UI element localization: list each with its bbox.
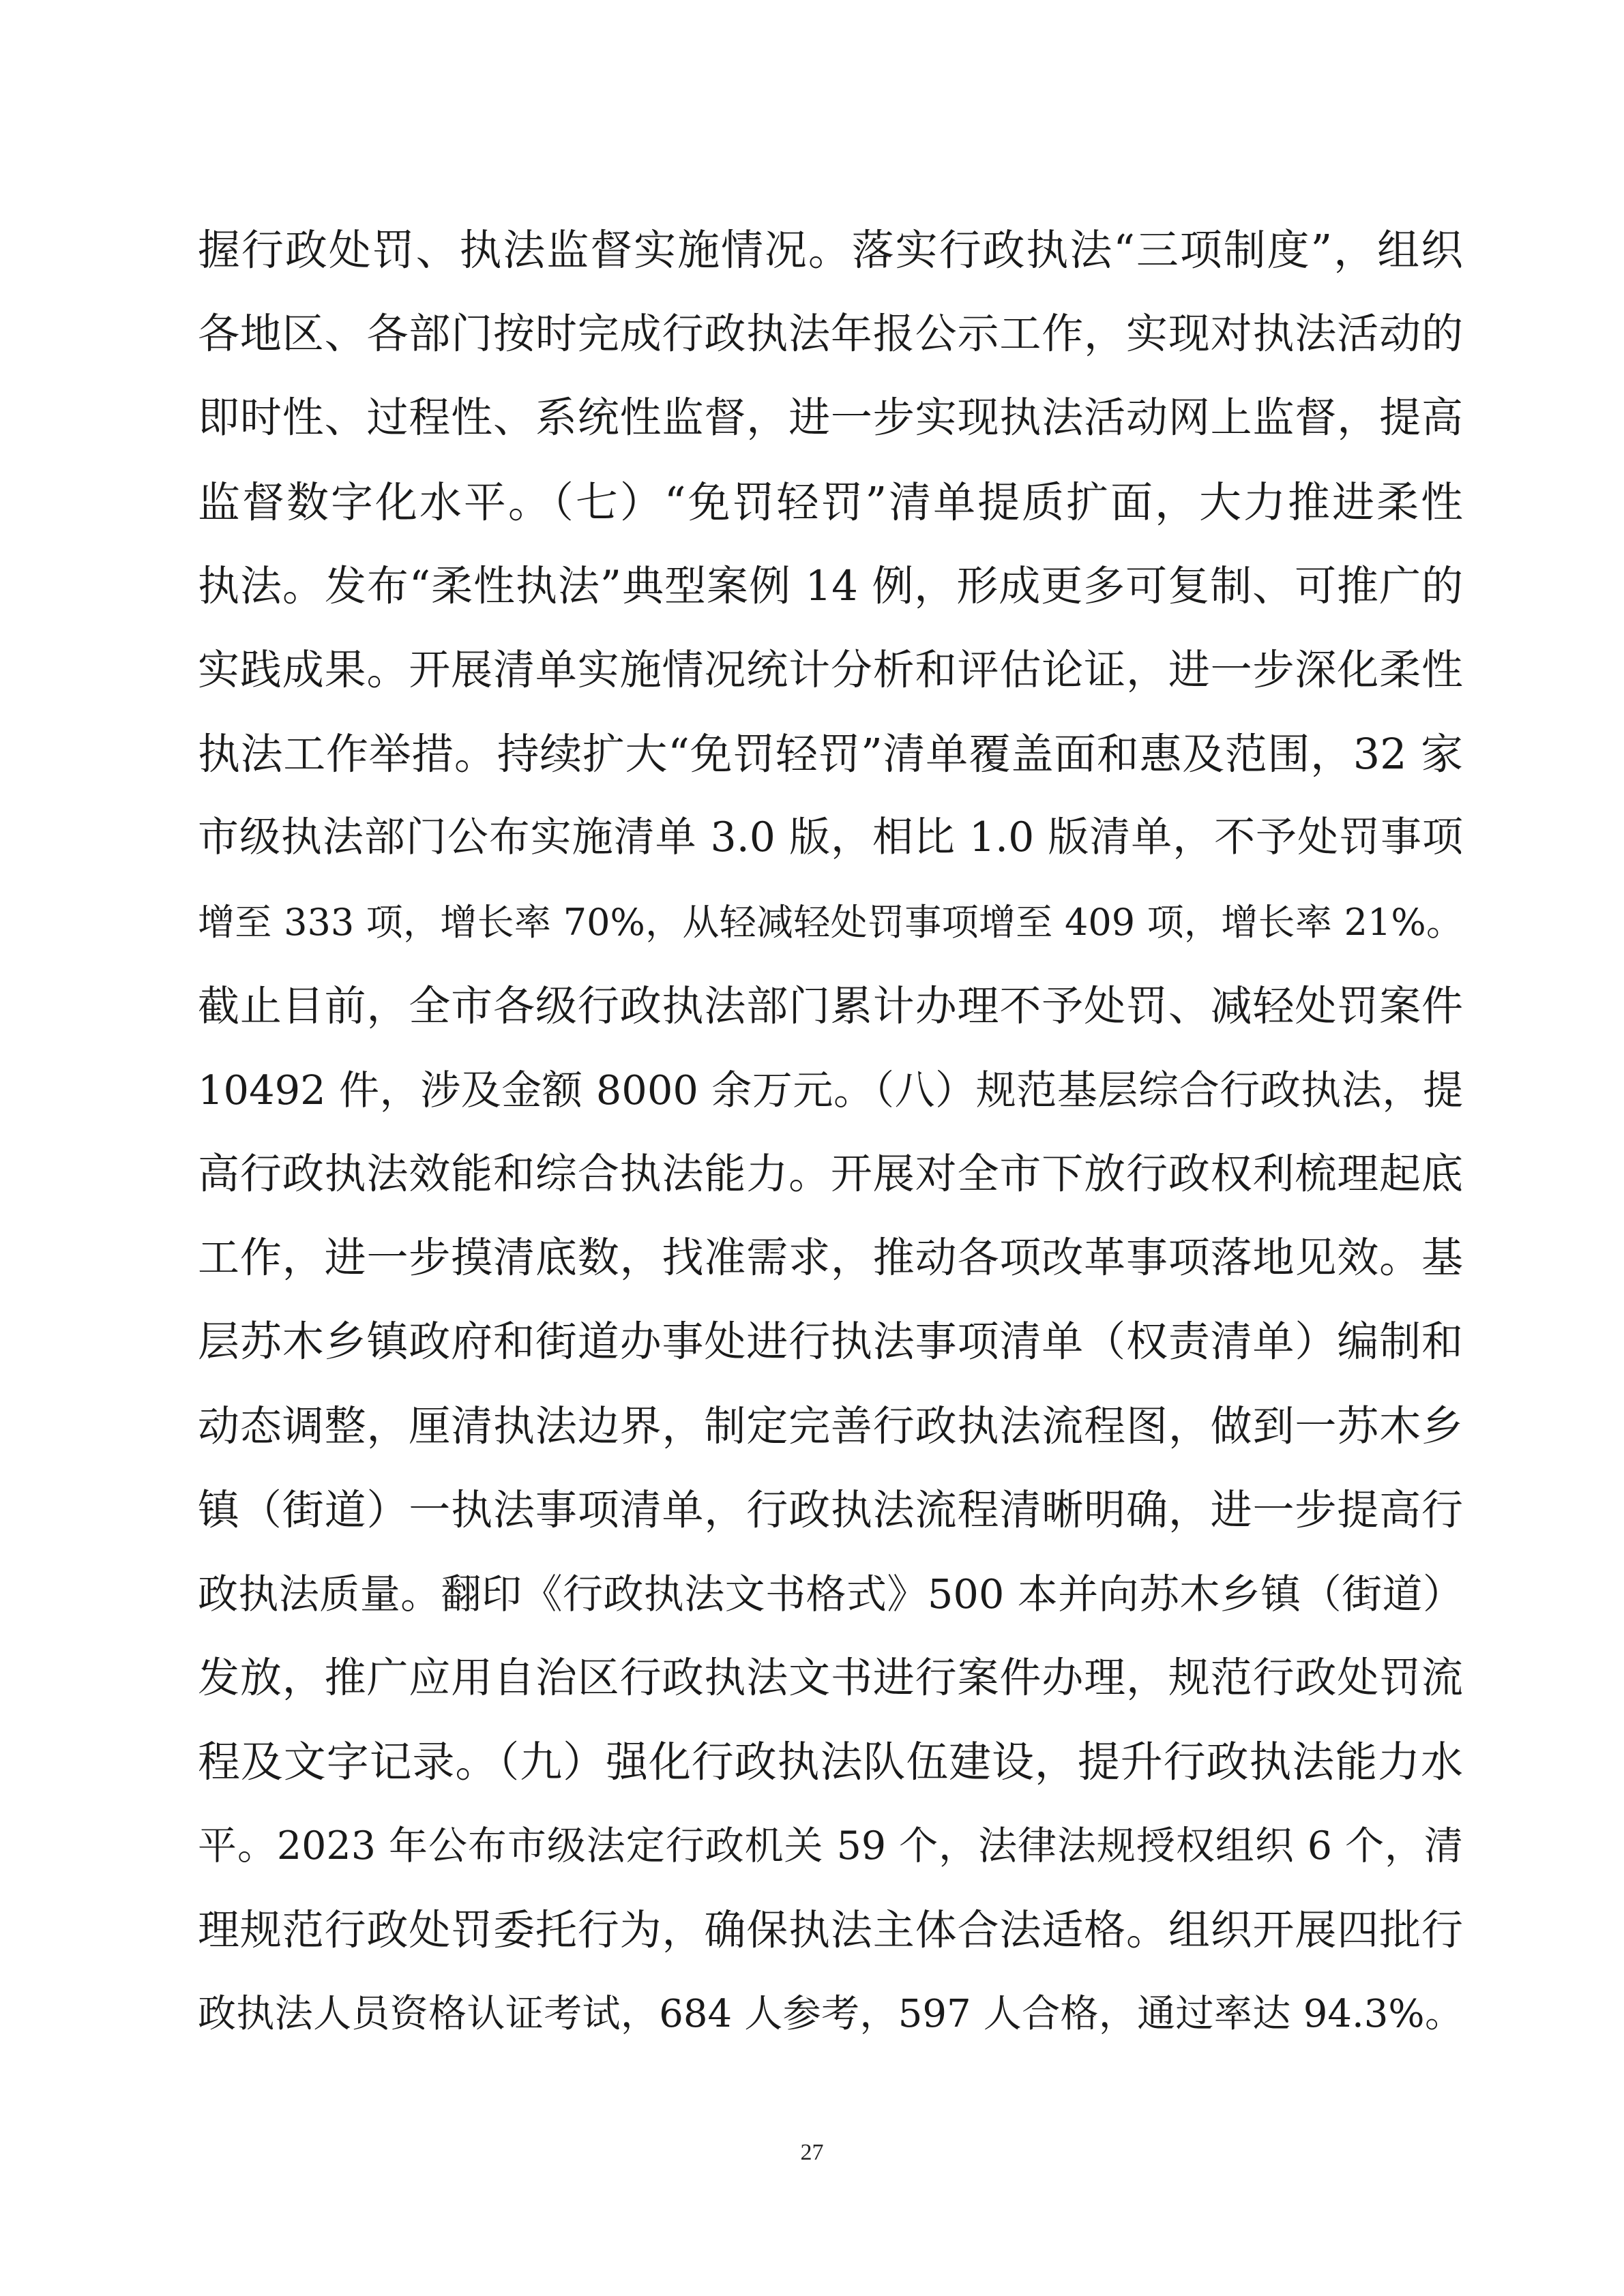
- text-line: 动态调整，厘清执法边界，制定完善行政执法流程图，做到一苏木乡: [198, 1401, 1463, 1450]
- text-line: 程及文字记录。（九）强化行政执法队伍建设，提升行政执法能力水: [198, 1737, 1463, 1787]
- text-line: 即时性、过程性、系统性监督，进一步实现执法活动网上监督，提高: [198, 393, 1463, 443]
- text-line: 政执法质量。翻印《行政执法文书格式》500 本并向苏木乡镇（街道）: [198, 1570, 1463, 1617]
- text-line: 发放，推广应用自治区行政执法文书进行案件办理，规范行政处罚流: [198, 1654, 1463, 1703]
- text-line: 政执法人员资格认证考试，684 人参考，597 人合格，通过率达 94.3%。: [198, 1991, 1463, 2036]
- text-line: 10492 件，涉及金额 8000 余万元。（八）规范基层综合行政执法，提: [198, 1066, 1463, 1114]
- text-line: 执法工作举措。持续扩大“免罚轻罚”清单覆盖面和惠及范围，32 家: [198, 729, 1463, 779]
- text-line: 层苏木乡镇政府和街道办事处进行执法事项清单（权责清单）编制和: [198, 1317, 1463, 1367]
- text-line: 截止目前，全市各级行政执法部门累计办理不予处罚、减轻处罚案件: [198, 981, 1463, 1030]
- text-line: 握行政处罚、执法监督实施情况。落实行政执法“三项制度”，组织: [198, 225, 1463, 275]
- text-line: 理规范行政处罚委托行为，确保执法主体合法适格。组织开展四批行: [198, 1905, 1463, 1954]
- text-line: 工作，进一步摸清底数，找准需求，推动各项改革事项落地见效。基: [198, 1234, 1463, 1283]
- text-line: 高行政执法效能和综合执法能力。开展对全市下放行政权利梳理起底: [198, 1150, 1463, 1199]
- text-line: 市级执法部门公布实施清单 3.0 版，相比 1.0 版清单，不予处罚事项: [198, 814, 1463, 862]
- text-line: 镇（街道）一执法事项清单，行政执法流程清晰明确，进一步提高行: [198, 1485, 1463, 1534]
- page-number: 27: [800, 2140, 824, 2165]
- text-line: 各地区、各部门按时完成行政执法年报公示工作，实现对执法活动的: [198, 310, 1463, 359]
- text-line: 平。2023 年公布市级法定行政机关 59 个，法律法规授权组织 6 个，清: [198, 1823, 1463, 1868]
- body-text: [198, 208, 1463, 2056]
- text-line: 增至 333 项，增长率 70%，从轻减轻处罚事项增至 409 项，增长率 21%。: [198, 900, 1463, 944]
- text-line: 实践成果。开展清单实施情况统计分析和评估论证，进一步深化柔性: [198, 645, 1463, 694]
- text-line: 执法。发布“柔性执法”典型案例 14 例，形成更多可复制、可推广的: [198, 561, 1463, 610]
- text-line: 监督数字化水平。（七）“免罚轻罚”清单提质扩面，大力推进柔性: [198, 477, 1463, 527]
